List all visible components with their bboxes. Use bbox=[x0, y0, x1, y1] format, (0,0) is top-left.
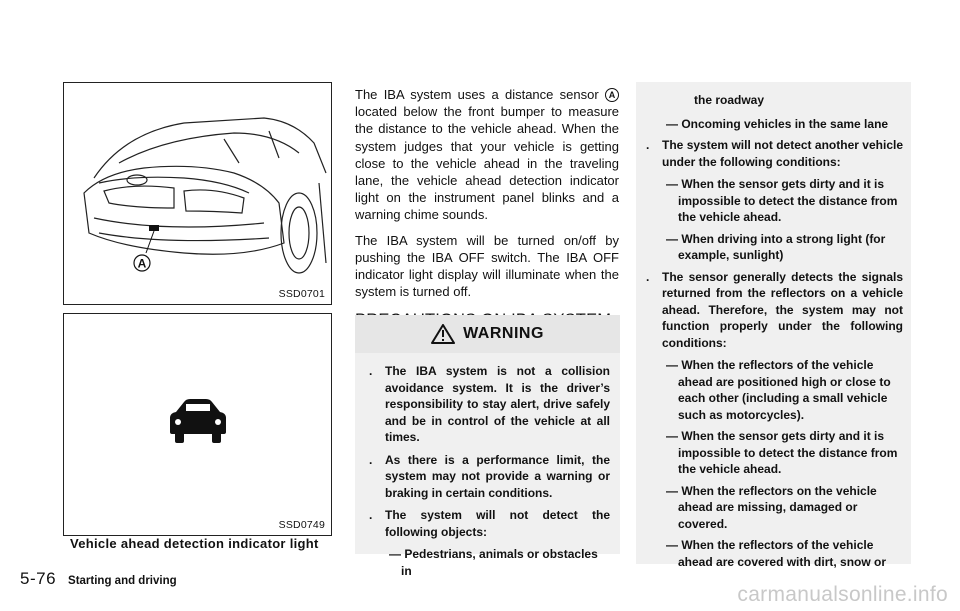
warning-continuation bbox=[636, 82, 911, 569]
warning-subitem: — Pedestrians, animals or obstacles in bbox=[389, 547, 598, 578]
warning-item: . The system will not detect the following objects: bbox=[369, 508, 610, 539]
paragraph-switch: The IBA system will be turned on/off by pushing the IBA OFF switch. The IBA OFF indicator light display will illuminate when the system is turned off. bbox=[355, 232, 619, 300]
page-number: 5-76 bbox=[20, 569, 57, 588]
figure-code: SSD0701 bbox=[278, 288, 325, 300]
vehicle-ahead-indicator-icon bbox=[64, 314, 331, 535]
warning-subitem: — Oncoming vehicles in the same lane bbox=[666, 116, 889, 131]
warning-header bbox=[355, 315, 620, 353]
warning-title: WARNING bbox=[463, 325, 544, 342]
warning-item: . The system will not detect another vehicle under the following conditions: bbox=[646, 138, 903, 169]
warning-triangle-icon bbox=[431, 324, 455, 344]
warning-subitem: — When the reflectors of the vehicle ahead are covered with dirt, snow or bbox=[666, 538, 887, 569]
watermark: carmanualsonline.info bbox=[737, 583, 948, 606]
warning-subitem: — When the reflectors of the vehicle ahead are positioned high or close to each other (including a small vehicle such as motorcycles). bbox=[666, 358, 891, 422]
warning-subitem-continued: the roadway bbox=[694, 93, 765, 107]
warning-subitem: — When the reflectors on the vehicle ahead are missing, damaged or covered. bbox=[666, 483, 877, 531]
body-column bbox=[355, 86, 619, 340]
car-illustration bbox=[64, 83, 331, 304]
paragraph-sensor: The IBA system uses a distance sensor A located below the front bumper to measure the distance to the vehicle ahead. When the system judges that your vehicle is getting close to the vehicle ahead in the traveling lane, the vehicle ahead detection indicator light on the instrument panel blinks and a warning chime sounds. bbox=[355, 87, 619, 223]
warning-subitem: — When driving into a strong light (for example, sunlight) bbox=[666, 231, 886, 262]
warning-subitem: — When the sensor gets dirty and it is impossible to detect the distance from the vehicle ahead. bbox=[666, 429, 898, 476]
warning-subitem: — When the sensor gets dirty and it is impossible to detect the distance from the vehicle ahead. bbox=[666, 177, 898, 224]
warning-box bbox=[355, 315, 620, 578]
warning-item: . As there is a performance limit, the system may not provide a warning or braking in certain conditions. bbox=[369, 452, 610, 500]
warning-item: . The IBA system is not a collision avoidance system. It is the driver’s responsibility to stay alert, drive safely and be in control of the vehicle at all times. bbox=[369, 364, 610, 444]
sensor-location-figure bbox=[63, 82, 332, 305]
figure-code: SSD0749 bbox=[278, 519, 325, 531]
chapter-label: Starting and driving bbox=[68, 575, 177, 587]
callout-marker: A bbox=[605, 88, 619, 102]
callout-label: A bbox=[137, 256, 147, 271]
page-footer bbox=[20, 569, 177, 589]
indicator-light-figure bbox=[63, 313, 332, 536]
warning-item: . The sensor generally detects the signals returned from the reflectors on a vehicle ahead. Therefore, the system may not function properly under the following conditions: bbox=[646, 269, 903, 350]
figure-caption: Vehicle ahead detection indicator light bbox=[70, 536, 319, 551]
